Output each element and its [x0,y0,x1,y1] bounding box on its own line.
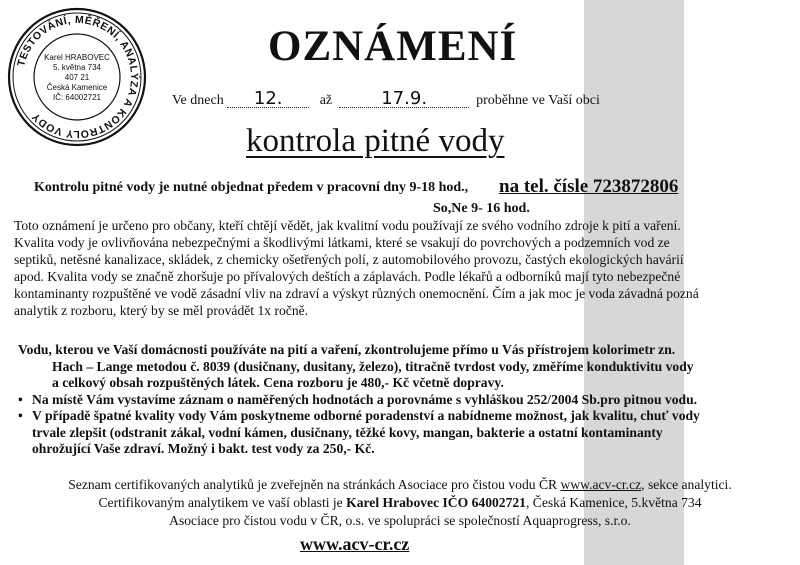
date-prefix: Ve dnech [172,93,224,108]
footer-text: , sekce analytici. [641,477,732,492]
bullet-item [18,408,763,425]
phone-number: na tel. čísle 723872806 [499,176,679,197]
footer [0,476,800,530]
intro-paragraph [14,217,749,319]
footer-text: Seznam certifikovaných analytiků je zveřejněn na stránkách Asociace pro čistou vodu ČR [68,477,558,492]
stamp-line: Česká Kamenice [46,83,108,92]
service-line: Hach – Lange metodou č. 8039 (dusičnany, dusitany, železo), titračně tvrdost vody, změříme konduktivitu vody [52,358,694,374]
footer-line-1 [0,476,800,494]
footer-text: Certifikovaným analytikem ve vaší oblasti je [98,495,343,510]
bullet-continuation: trvale zlepšit (odstranit zákal, vodní kámen, dusičnany, těžké kovy, mangan, bakterie a ostatní kontaminanty [32,424,663,440]
service-description [18,342,763,458]
service-line: a celkový obsah rozpuštěných látek. Cena rozboru je 480,- Kč včetně dopravy. [52,375,504,390]
footer-text: , Česká Kamenice, 5.května 734 [525,495,702,510]
date-to: 17.9. [339,91,469,108]
bullet-text: Na místě Vám vystavíme záznam o naměřených hodnotách a porovnáme s vyhláškou 252/2004 Sb.pro pitnou vodu. [32,391,698,407]
analyst-name: Karel Hrabovec IČO 64002721 [346,495,526,510]
stamp-line: Karel HRABOVEC [44,53,110,62]
bullet-marker: • [18,408,23,423]
stamp-ring-text: TESTOVÁNÍ, MĚŘENÍ, ANALÝZA A KONTROLY VODY [15,13,141,141]
paragraph-line: kontaminanty rozpuštěné ve vodě zásadní vliv na zdraví a výskyt různých onemocnění. Čím a jak moc je voda závadná pozná [14,286,699,301]
paragraph-line: Kvalita vody je ovlivňována nebezpečnými a škodlivými látkami, které se vsakují do povrchových a podzemních vod ze [14,235,670,250]
date-mid: až [319,93,333,108]
paragraph-line: Toto oznámení je určeno pro občany, kteří chtějí vědět, jak kvalitní vodu používají ze svého vodního zdroje k pití a vaření. [14,218,681,233]
footer-link[interactable]: www.acv-cr.cz [560,477,642,492]
subtitle: kontrola pitné vody [246,123,505,159]
bullet-continuation: ohrožující Vaše zdraví. Možný i bakt. test vody za 250,- Kč. [32,441,375,456]
stamp-line: 5. května 734 [52,63,102,72]
order-text: Kontrolu pitné vody je nutné objednat předem v pracovní dny 9-18 hod., [34,180,469,195]
bullet-text: V případě špatné kvality vody Vám poskytneme odborné poradenství a nabídneme možnost, jak kvalitu, chuť vody [32,408,700,423]
company-stamp [6,6,148,148]
stamp-line: IČ: 64002721 [52,93,102,102]
bullet-marker: • [18,391,23,407]
paragraph-line: analytik z rozboru, který by se měl provádět 1x ročně. [14,303,309,318]
bullet-item [18,392,763,409]
weekend-hours: So,Ne 9- 16 hod. [433,201,530,216]
page-title: OZNÁMENÍ [268,23,518,70]
paragraph-line: septiků, netěsné kanalizace, skládek, z chemicky ošetřených polí, z automobilového provozu, častých ekologických havárií [14,252,684,267]
date-line [172,88,600,109]
stamp-line: 407 21 [64,73,90,82]
date-from: 12. [227,91,309,108]
paragraph-line: apod. Kvalita vody se značně zhoršuje po přívalových deštích a záplavách. Podle lékařů a odborníků mají tyto nebezpečné [14,269,681,284]
date-suffix: proběhne ve Vaší obci [476,93,600,108]
service-line: Vodu, kterou ve Vaší domácnosti používáte na pití a vaření, zkontrolujeme přímo u Vás přístrojem kolorimetr zn. [18,342,676,357]
footer-line-3: Asociace pro čistou vodu v ČR, o.s. ve spolupráci se společností Aquaprogress, s.r.o. [169,513,631,528]
website-link[interactable]: www.acv-cr.cz [300,534,410,554]
footer-line-2 [0,494,800,512]
